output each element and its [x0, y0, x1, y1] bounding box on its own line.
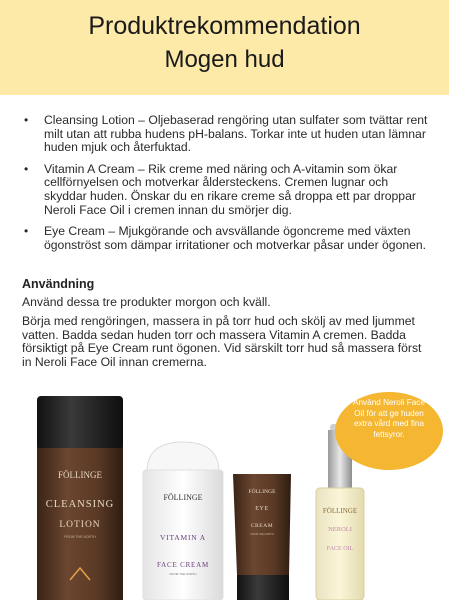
oil-line1: NEROLI — [328, 526, 352, 533]
neroli-tip-callout — [335, 392, 443, 470]
usage-intro: Använd dessa tre produkter morgon och kväll. — [22, 295, 271, 309]
list-item — [22, 225, 432, 252]
jar-line2: FACE CREAM — [156, 561, 210, 569]
list-item — [22, 163, 432, 217]
bullet-icon: • — [24, 161, 29, 176]
vitamin-a-cream-jar — [143, 442, 223, 600]
eye-cream-tube — [233, 474, 291, 600]
oil-brand: FÖLLINGE — [322, 507, 358, 515]
usage-body: Börja med rengöringen, massera in på torr hud och skölj av med ljummet vatten. Badda sedan huden torr och massera Vitamin A cremen. Badda försiktigt på Eye Cream runt ögonen. Vid särskilt torr hud så massera först in Neroli Face Oil innan cremerna. — [22, 314, 422, 369]
product-description: Eye Cream – Mjukgörande och avsvällande ögoncreme med växten ögonströst som dämpar irritationer och motverkar påsar under ögonen. — [44, 224, 427, 252]
page-subtitle: Mogen hud — [164, 46, 285, 73]
bottle-line2: LOTION — [59, 520, 101, 530]
page-header — [0, 0, 449, 95]
jar-line1: VITAMIN A — [160, 533, 206, 542]
usage-heading: Användning — [22, 277, 95, 291]
bottle-line1: CLEANSING — [45, 499, 115, 510]
product-description: Vitamin A Cream – Rik creme med näring och A-vitamin som ökar cellförnyelsen och motverkar åldersteckens. Cremen lugnar och skyddar huden. Önskar du en rikare creme så droppa ett par droppar Neroli Face Oil i cremen innan du smörjer dig. — [44, 161, 416, 217]
product-description: Cleansing Lotion – Oljebaserad rengöring utan sulfater som tvättar rent milt utan att rubba hudens pH-balans. Torkar inte ut huden utan lämnar huden mjuk och återfuktad. — [44, 113, 428, 155]
list-item — [22, 114, 432, 155]
bullet-icon: • — [24, 224, 29, 239]
tube-line1: EYE — [255, 506, 269, 512]
page-title: Produktrekommendation — [88, 12, 361, 40]
callout-text: Använd Neroli Face Oil för att ge huden extra vård med fina fettsyror. — [353, 398, 425, 439]
tube-line2: CREAM — [250, 523, 274, 529]
product-list — [22, 114, 432, 260]
jar-small: FROM THE NORTH — [169, 572, 197, 576]
oil-line2: FACE OIL — [326, 546, 354, 552]
bottle-small: FROM THE NORTH — [64, 535, 96, 539]
bullet-icon: • — [24, 113, 29, 127]
jar-brand: FÖLLINGE — [163, 493, 203, 502]
bottle-brand: FÖLLINGE — [58, 470, 102, 480]
cleansing-lotion-bottle — [37, 396, 123, 600]
tube-brand: FÖLLINGE — [248, 489, 276, 495]
tube-small: FROM THE NORTH — [250, 533, 274, 536]
